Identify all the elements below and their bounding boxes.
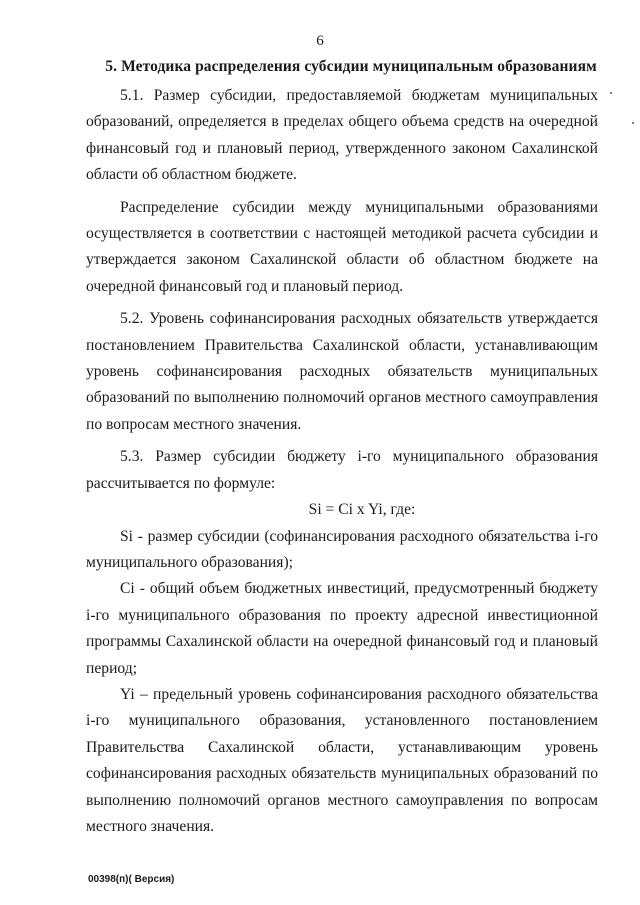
- document-body: [86, 83, 598, 840]
- paragraph-5-3: 5.3. Размер субсидии бюджету i-го муниципального образования рассчитывается по формуле:: [86, 448, 598, 492]
- paragraph-distribution: Распределение субсидии между муниципальными образованиями осуществляется в соответствии с настоящей методикой расчета субсидии и утверждается законом Сахалинской области об областном бюджете на очередной финансовый год и плановый период.: [86, 198, 598, 295]
- section-heading: 5. Методика распределения субсидии муниципальным образованиям: [105, 58, 597, 75]
- document-footer-code: 00398(п)( Версия): [88, 874, 175, 885]
- paragraph-5-1: 5.1. Размер субсидии, предоставляемой бюджетам муниципальных образований, определяется в пределах общего объема средств на очередной финансовый год и плановый период, утвержденного законом Сахалинской области об областном бюджете.: [86, 87, 598, 184]
- definition-si: Si - размер субсидии (софинансирования расходного обязательства i-го муниципального образования);: [86, 527, 598, 571]
- scan-speck: [632, 122, 634, 124]
- scan-speck: [610, 92, 612, 94]
- definition-ci: Ci - общий объем бюджетных инвестиций, предусмотренный бюджету i-го муниципального образования по проекту адресной инвестиционной программы Сахалинской области на очередной финансовый год и плановый период;: [86, 580, 598, 677]
- paragraph-5-2: 5.2. Уровень софинансирования расходных обязательств утверждается постановлением Правительства Сахалинской области, устанавливающим уровень софинансирования расходных обязательств муниципальных образований по выполнению полномочий органов местного самоуправления по вопросам местного значения.: [86, 310, 598, 433]
- page-number: 6: [316, 33, 324, 49]
- definition-yi: Yi – предельный уровень софинансирования расходного обязательства i-го муниципального образования, установленного постановлением Правительства Сахалинской области, устанавливающим уровень софинансирования расходных обязательств муниципальных образований по выполнению полномочий органов местного самоуправления по вопросам местного значения.: [86, 685, 598, 835]
- formula: Si = Ci x Yi, где:: [308, 501, 416, 519]
